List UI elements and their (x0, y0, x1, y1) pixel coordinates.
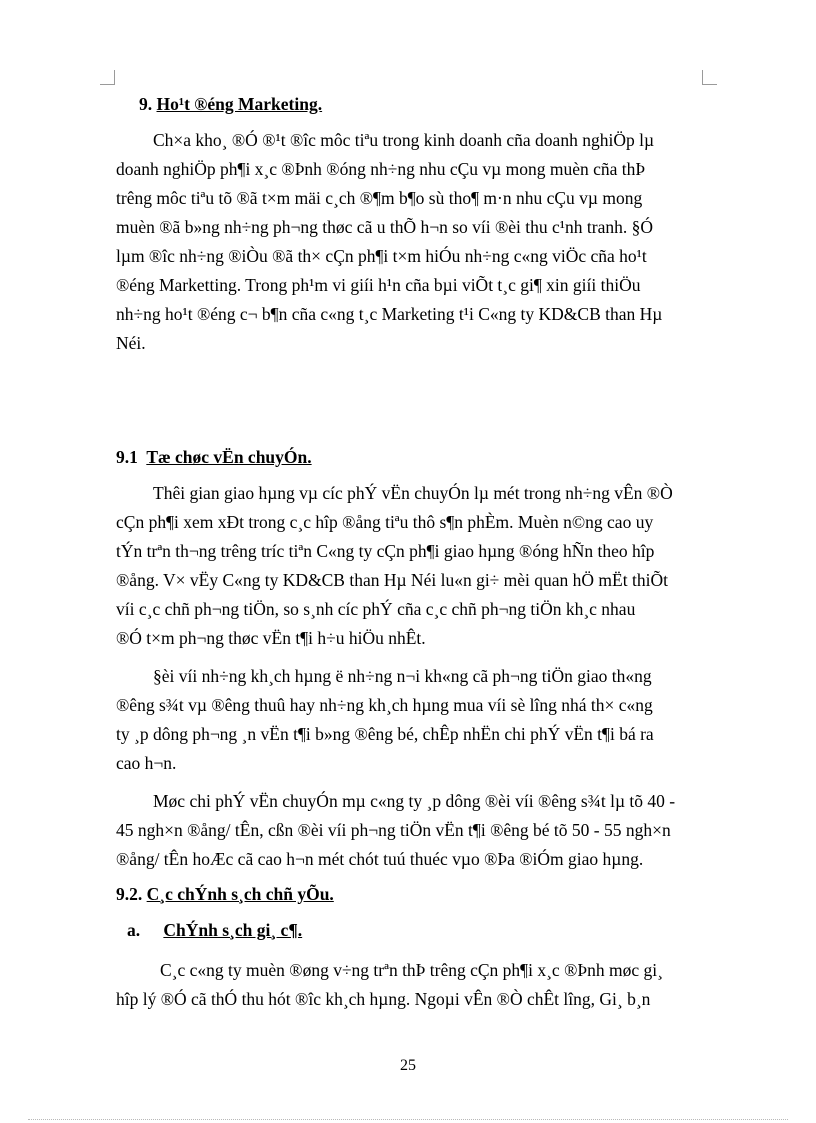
heading-number: 9. (139, 94, 153, 114)
text-line: ®ång/ tÊn hoÆc cã cao h¬n mét chót tuú thuéc vµo ®Þa ®iÓm giao hµng. (116, 849, 644, 869)
text-line: 45 ngh×n ®ång/ tÊn, cßn ®èi víi ph¬ng tiÖn vËn t¶i ®êng bé tõ 50 - 55 ngh×n (116, 820, 671, 840)
text-line: ®êng s¾t vµ ®êng thuû hay nh÷ng kh¸ch hµng mua víi sè lîng nhá th× c«ng (116, 695, 653, 715)
text-line: §èi víi nh÷ng kh¸ch hµng ë nh÷ng n¬i kh«ng cã ph¬ng tiÖn giao th«ng (153, 666, 652, 686)
heading-number: a. (127, 920, 141, 940)
heading-title: C¸c chÝnh s¸ch chñ yÕu. (146, 884, 334, 904)
section-heading-a (127, 920, 302, 941)
text-line: Ch×a kho¸ ®Ó ®¹t ®îc môc tiªu trong kinh doanh cña doanh nghiÖp lµ (153, 130, 655, 150)
text-line: ®éng Marketting. Trong ph¹m vi giíi h¹n cña bµi viÕt t¸c gi¶ xin giíi thiÖu (116, 275, 641, 295)
text-line: Møc chi phÝ vËn chuyÓn mµ c«ng ty ¸p dông ®èi víi ®êng s¾t lµ tõ 40 - (153, 791, 676, 811)
text-line: ty ¸p dông ph¬ng ¸n vËn t¶i b»ng ®êng bé, chÊp nhËn chi phÝ vËn t¶i bá ra (116, 724, 654, 744)
text-line: Néi. (116, 333, 146, 353)
text-line: ®Ó t×m ph¬ng thøc vËn t¶i h÷u hiÖu nhÊt. (116, 628, 426, 648)
text-line: ®ång. V× vËy C«ng ty KD&CB than Hµ Néi lu«n gi÷ mèi quan hÖ mËt thiÕt (116, 570, 668, 590)
text-line: muèn ®ã b»ng nh÷ng ph¬ng thøc cã u thÕ h¬n so víi ®èi thu c¹nh tranh. §Ó (116, 217, 654, 237)
text-line: nh÷ng ho¹t ®éng c¬ b¶n cña c«ng t¸c Marketing t¹i C«ng ty KD&CB than Hµ (116, 304, 663, 324)
text-line: cÇn ph¶i xem xÐt trong c¸c hîp ®ång tiªu thô s¶n phÈm. Muèn n©ng cao uy (116, 512, 654, 532)
heading-title: Tæ chøc vËn chuyÓn. (146, 447, 312, 467)
crop-mark-top-right (702, 70, 717, 85)
text-line: víi c¸c chñ ph¬ng tiÖn, so s¸nh cíc phÝ cña c¸c chñ ph¬ng tiÖn kh¸c nhau (116, 599, 636, 619)
section-heading-9-2 (116, 884, 334, 905)
heading-title: ChÝnh s¸ch gi¸ c¶. (163, 920, 303, 940)
text-line: lµm ®îc nh÷ng ®iÒu ®ã th× cÇn ph¶i t×m hiÓu nh÷ng c«ng viÖc cña ho¹t (116, 246, 647, 266)
heading-title: Ho¹t ®éng Marketing. (156, 94, 323, 114)
heading-number: 9.1 (116, 447, 138, 467)
section-heading-9 (139, 94, 322, 115)
text-line: trêng môc tiªu tõ ®ã t×m mäi c¸ch ®¶m b¶o sù tho¶ m·n nhu cÇu vµ mong (116, 188, 643, 208)
page-number: 25 (400, 1057, 416, 1074)
text-line: cao h¬n. (116, 753, 177, 773)
text-line: hîp lý ®Ó cã thÓ thu hót ®îc kh¸ch hµng. Ngoµi vÊn ®Ò chÊt lîng, Gi¸ b¸n (116, 989, 651, 1009)
page-bottom-rule (28, 1119, 788, 1120)
heading-number: 9.2. (116, 884, 143, 904)
text-line: Thêi gian giao hµng vµ cíc phÝ vËn chuyÓn lµ mét trong nh÷ng vÊn ®Ò (153, 483, 673, 503)
text-line: C¸c c«ng ty muèn ®øng v÷ng trªn thÞ trêng cÇn ph¶i x¸c ®Þnh møc gi¸ (160, 960, 663, 980)
section-heading-9-1 (116, 447, 312, 468)
crop-mark-top-left (100, 70, 115, 85)
text-line: tÝn trªn th¬ng trêng tríc tiªn C«ng ty cÇn ph¶i giao hµng ®óng hÑn theo hîp (116, 541, 655, 561)
text-line: doanh nghiÖp ph¶i x¸c ®Þnh ®óng nh÷ng nhu cÇu vµ mong muèn cña thÞ (116, 159, 646, 179)
